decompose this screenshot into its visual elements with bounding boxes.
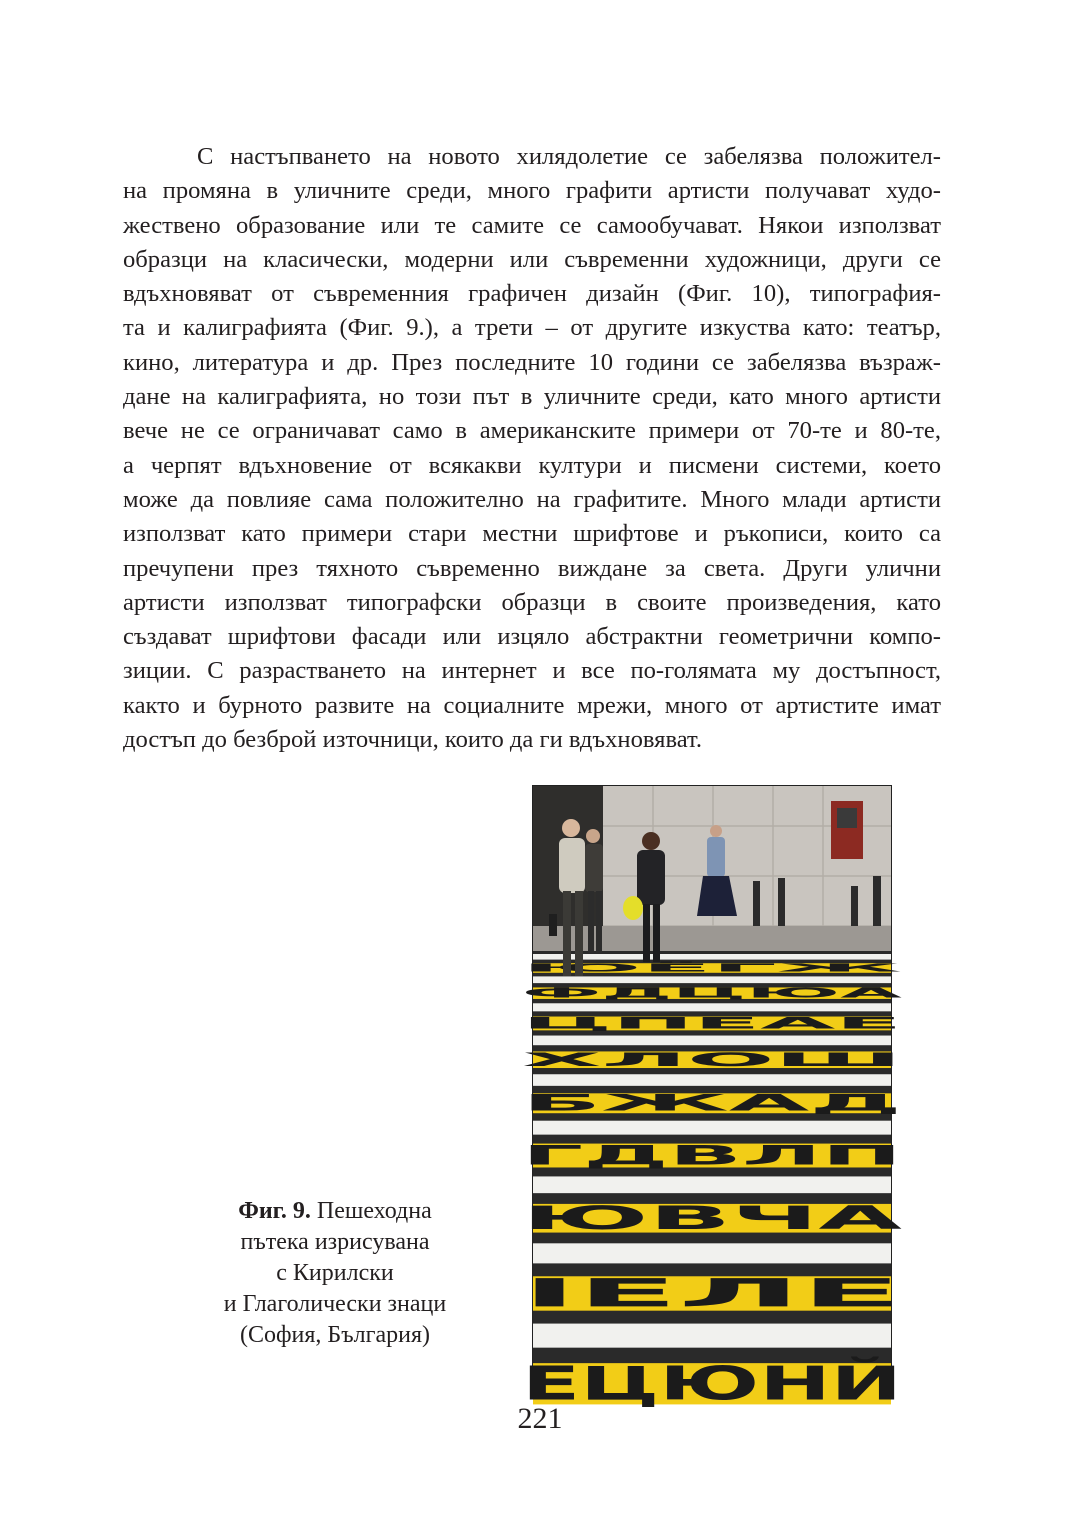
painted-letters: ЦПЕАЕ (522, 1014, 902, 1033)
white-stripe (533, 1243, 891, 1263)
paragraph-line: вдъхновяват от съвременния графичен дизайн (Фиг. 10), типография- (123, 280, 941, 308)
paragraph-line: използват като примери стари местни шрифтове и ръкописи, които са (123, 520, 941, 548)
paragraph-line: на промяна в уличните среди, много графити артисти получават худо- (123, 177, 941, 205)
white-stripe (533, 1324, 891, 1348)
paragraph-line: образци на класически, модерни или съвременни художници, други се (123, 245, 941, 273)
painted-letters: ГДВЛП (522, 1140, 902, 1172)
caption-line: (София, България) (240, 1322, 430, 1348)
body-paragraph (123, 140, 941, 757)
paragraph-line: артисти използват типографски образци в своите произведения, като (123, 588, 941, 616)
painted-letters: ЮВЧА (522, 1198, 903, 1237)
crosswalk-stripes (522, 954, 909, 1410)
painted-letters: ХЛОШ (522, 1049, 902, 1071)
painted-letters: ЕЦЮНЙ (522, 1356, 902, 1411)
white-stripe (533, 1003, 891, 1011)
crosswalk-photo-illustration (522, 786, 903, 1411)
painted-letters: ЮЁГЖ (522, 961, 563, 975)
paragraph-line: кино, литература и др. През последните 10 години се забелязва възраж- (123, 348, 941, 376)
paragraph-line: та и калиграфията (Фиг. 9.), а трети – от другите изкуства като: театър, (123, 314, 941, 342)
white-stripe (533, 1074, 891, 1086)
painted-letters: ФДЦЮА (522, 986, 902, 1002)
figure-label: Фиг. 9. (238, 1198, 311, 1224)
caption-line: с Кирилски (276, 1260, 394, 1286)
paragraph-line: създават шрифтови фасади или изцяло абстрактни геометрични компо- (123, 623, 941, 651)
paragraph-line: С настъпването на новото хилядолетие се забелязва положител- (197, 143, 941, 170)
painted-letters: БЖАД (522, 1090, 902, 1117)
paragraph-line: може да повлияе сама положително на графитите. Много млади артисти (123, 485, 941, 513)
paragraph-line: зиции. С разрастването на интернет и все по-голямата му достъпност, (123, 657, 941, 685)
paragraph-line: а черпят вдъхновение от всякакви култури и писмени системи, което (123, 451, 941, 479)
paragraph-line: дане на калиграфията, но този път в уличните среди, като много артисти (123, 383, 941, 411)
crosswalk-photo (522, 785, 903, 1411)
paragraph-line: жествено образование или те самите се самообучават. Някои използват (123, 211, 941, 239)
painted-letters: ІЕЛЕ (522, 1271, 902, 1317)
white-stripe (533, 954, 891, 960)
paragraph-line: достъп до безброй източници, които да ги вдъхновяват. (123, 726, 703, 754)
white-stripe (533, 1036, 891, 1046)
caption-line: пътека изрисувана (240, 1229, 430, 1255)
caption-line: и Глаголически знаци (223, 1291, 447, 1317)
white-stripe (533, 976, 891, 983)
white-stripe (533, 1176, 891, 1193)
paragraph-line: вече не се ограничават само в американските примери от 70-те и 80-те, (123, 417, 941, 445)
caption-text: Пешеходна (316, 1198, 432, 1224)
caption-line-1 (190, 1196, 480, 1227)
white-stripe (533, 1121, 891, 1135)
page-number: 221 (517, 1402, 563, 1435)
paragraph-line: както и бурното развите на социалните мрежи, много от артистите имат (123, 691, 941, 719)
paragraph-line: пречупени през тяхното съвременно виждане за света. Други улични (123, 554, 941, 582)
figure-caption (190, 1196, 480, 1351)
